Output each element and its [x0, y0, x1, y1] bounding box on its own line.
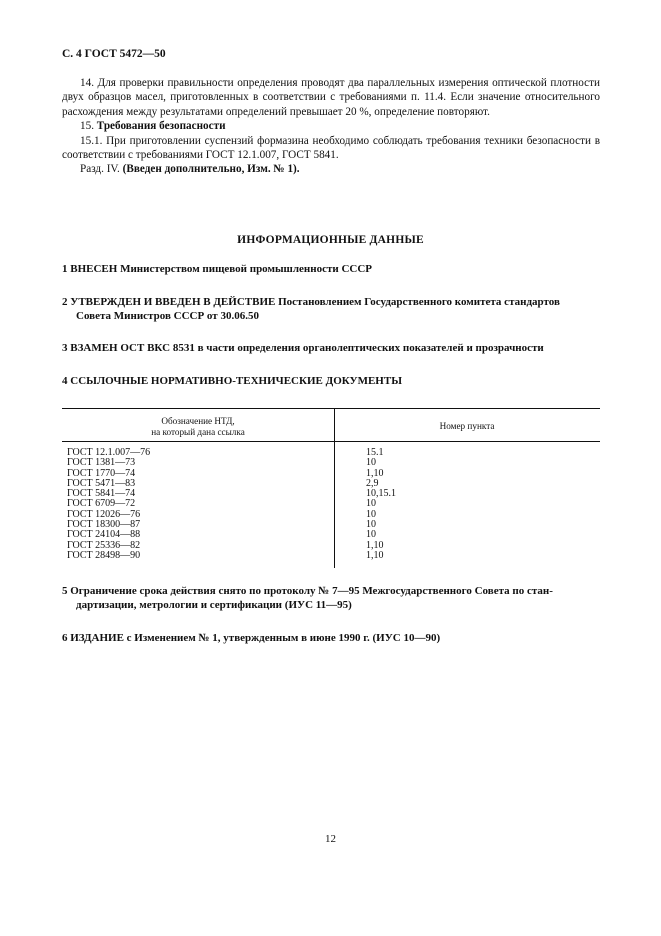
table-row: [62, 499, 600, 509]
table-cell-document: ГОСТ 6709—72: [67, 498, 136, 510]
table-row: [62, 520, 600, 530]
paragraph-15-heading: [62, 119, 600, 133]
table-cell-document: ГОСТ 12.1.007—76: [67, 447, 151, 458]
table-row: [62, 479, 600, 489]
table-row: [62, 458, 600, 468]
table-row: [62, 469, 600, 479]
info-item-2-line1: 2 УТВЕРЖДЕН И ВВЕДЕН В ДЕЙСТВИЕ Постановлением Государственного комитета стандартов: [62, 296, 560, 308]
table-row: [62, 448, 600, 458]
table-header-clause: Номер пункта: [439, 421, 495, 431]
section-14-15: [62, 76, 600, 177]
table-cell-clause: 1,10: [366, 467, 384, 479]
table-cell-document: ГОСТ 25336—82: [67, 539, 141, 551]
info-item-5-line1: 5 Ограничение срока действия снято по протоколу № 7—95 Межгосударственного Совета по стан-: [62, 585, 553, 597]
table-cell-clause: 1,10: [366, 549, 384, 561]
table-cell-clause: 10,15.1: [366, 488, 396, 500]
table-cell-document: ГОСТ 24104—88: [67, 529, 141, 541]
info-item-1: 1 ВНЕСЕН Министерством пищевой промышленности СССР: [62, 263, 372, 275]
info-item-3: 3 ВЗАМЕН ОСТ ВКС 8531 в части определения органолептических показателей и прозрачности: [62, 342, 544, 354]
info-item-4: 4 ССЫЛОЧНЫЕ НОРМАТИВНО-ТЕХНИЧЕСКИЕ ДОКУМЕНТЫ: [62, 375, 402, 387]
info-item-6: 6 ИЗДАНИЕ с Изменением № 1, утвержденным в июне 1990 г. (ИУС 10—90): [62, 632, 441, 644]
paragraph-15-number: 15.: [80, 120, 94, 133]
table-cell-document: ГОСТ 5841—74: [67, 488, 136, 500]
section-note: [62, 162, 600, 176]
table-header-document: [62, 416, 334, 438]
table-cell-clause: 10: [366, 457, 376, 469]
section-note-text: (Введен дополнительно, Изм. № 1).: [122, 163, 300, 176]
info-item-2: [62, 296, 600, 323]
table-cell-document: ГОСТ 18300—87: [67, 519, 141, 531]
section-note-prefix: Разд. IV.: [80, 163, 120, 176]
table-cell-clause: 2,9: [366, 477, 379, 489]
paragraph-15-title: Требования безопасности: [96, 120, 226, 133]
table-cell-document: ГОСТ 12026—76: [67, 508, 141, 520]
table-row: [62, 541, 600, 551]
table-cell-document: ГОСТ 1770—74: [67, 467, 136, 479]
table-cell-document: ГОСТ 28498—90: [67, 549, 141, 561]
paragraph-14: 14. Для проверки правильности определения проводят два параллельных измерения оптической плотности двух образцов масел, приготовленных в соответствии с требованиями п. 11.4. Если значение относительного расхождения между результатами определений превышает 20 %, определение повторяют.: [62, 77, 600, 118]
table-cell-clause: 10: [366, 529, 376, 541]
info-item-2-line2: Совета Министров СССР от 30.06.50: [76, 309, 259, 322]
table-row: [62, 510, 600, 520]
info-item-5: [62, 585, 600, 612]
page-number: 12: [325, 833, 336, 845]
table-body: [62, 448, 600, 561]
table-row: [62, 489, 600, 499]
info-title: ИНФОРМАЦИОННЫЕ ДАННЫЕ: [237, 234, 424, 246]
table-cell-document: ГОСТ 1381—73: [67, 457, 136, 469]
table-top-rule: [62, 408, 600, 409]
info-item-5-line2: дартизации, метрологии и сертификации (ИУС 11—95): [76, 598, 352, 611]
table-cell-document: ГОСТ 5471—83: [67, 477, 136, 489]
page-header: С. 4 ГОСТ 5472—50: [62, 48, 166, 60]
table-cell-clause: 10: [366, 508, 376, 520]
paragraph-15-1: 15.1. При приготовлении суспензий формазина необходимо соблюдать требования техники безопасности в соответствии с требованиями ГОСТ 12.1.007, ГОСТ 5841.: [62, 134, 600, 162]
table-header-document-line1: Обозначение НТД,: [161, 416, 235, 426]
table-header-rule: [62, 441, 600, 442]
table-cell-clause: 15.1: [366, 447, 384, 458]
table-cell-clause: 10: [366, 519, 376, 531]
table-header-document-line2: на который дана ссылка: [151, 427, 245, 437]
table-row: [62, 530, 600, 540]
table-cell-clause: 1,10: [366, 539, 384, 551]
table-cell-clause: 10: [366, 498, 376, 510]
table-row: [62, 551, 600, 561]
